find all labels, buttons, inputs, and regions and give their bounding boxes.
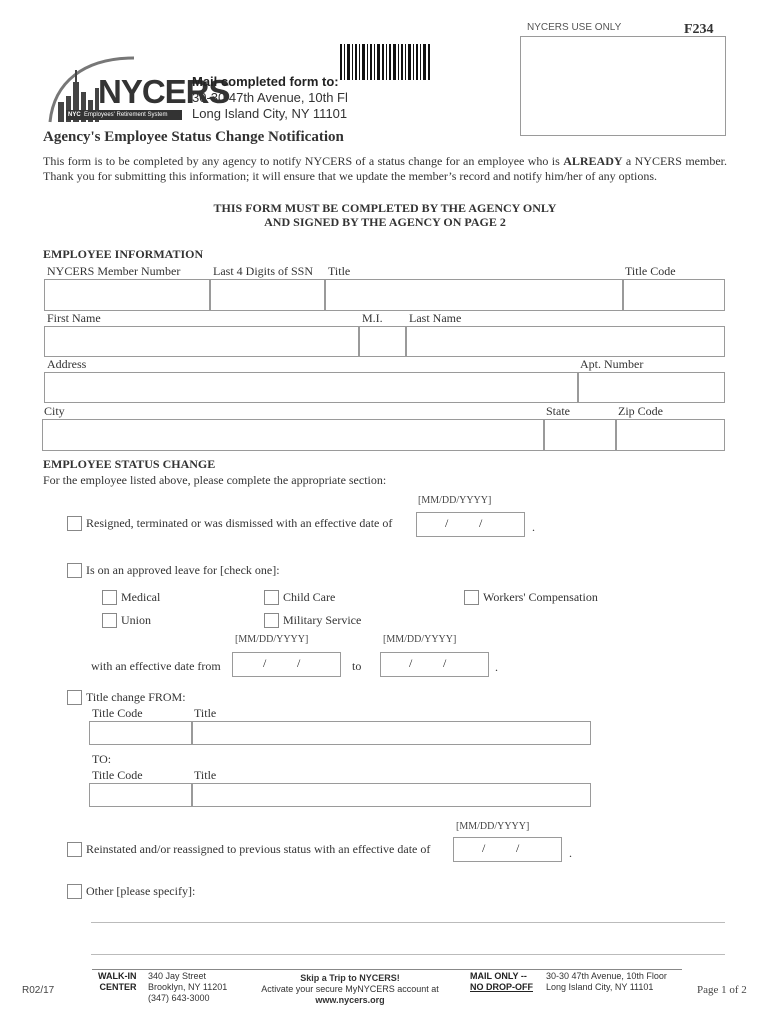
status-change-instruction: For the employee listed above, please complete the appropriate section:	[43, 473, 387, 487]
nycers-use-only-box	[520, 36, 726, 136]
leave-checkbox[interactable]	[67, 563, 82, 578]
reinstated-date-format: [MM/DD/YYYY]	[456, 821, 530, 832]
member-number-label: NYCERS Member Number	[47, 264, 181, 278]
city-field[interactable]	[42, 419, 544, 451]
to-title-field[interactable]	[192, 783, 591, 807]
mail-address-line1: 30-30 47th Avenue, 10th Fl	[192, 90, 348, 105]
page-number: Page 1 of 2	[697, 984, 747, 996]
logo-nyc: NYC	[68, 112, 81, 118]
resigned-date-format: [MM/DD/YYYY]	[418, 495, 492, 506]
from-title-field[interactable]	[192, 721, 591, 745]
form-code: F234	[684, 22, 714, 37]
form-title: Agency's Employee Status Change Notification	[43, 129, 344, 145]
title-change-from-label: Title change FROM:	[86, 690, 186, 704]
status-change-heading: EMPLOYEE STATUS CHANGE	[43, 457, 216, 471]
member-number-field[interactable]	[44, 279, 210, 311]
from-title-code-field[interactable]	[89, 721, 192, 745]
walkin-address: 340 Jay Street Brooklyn, NY 11201 (347) 643-3000	[148, 971, 228, 1003]
title-field[interactable]	[325, 279, 623, 311]
state-label: State	[546, 404, 570, 418]
use-only-label: NYCERS USE ONLY	[527, 22, 622, 33]
logo-wordmark: NYCERS	[98, 73, 230, 110]
state-field[interactable]	[544, 419, 616, 451]
leave-label: Is on an approved leave for [check one]:	[86, 563, 280, 577]
union-label: Union	[121, 613, 151, 627]
other-specify-line-1[interactable]	[91, 922, 725, 923]
ssn-label: Last 4 Digits of SSN	[213, 264, 314, 278]
effective-from-label: with an effective date from	[91, 659, 221, 673]
workers-comp-label: Workers' Compensation	[483, 590, 598, 604]
agency-notice: THIS FORM MUST BE COMPLETED BY THE AGENCY ONLY AND SIGNED BY THE AGENCY ON PAGE 2	[213, 201, 557, 229]
title-code-field[interactable]	[623, 279, 725, 311]
military-label: Military Service	[283, 613, 362, 627]
resigned-label: Resigned, terminated or was dismissed with an effective date of	[86, 516, 393, 530]
to-label: to	[352, 659, 362, 673]
mail-address-line2: Long Island City, NY 11101	[192, 106, 348, 121]
child-care-label: Child Care	[283, 590, 336, 604]
other-specify-line-2[interactable]	[91, 954, 725, 955]
mi-label: M.I.	[362, 311, 383, 325]
address-field[interactable]	[44, 372, 578, 403]
first-name-field[interactable]	[44, 326, 359, 357]
city-label: City	[44, 404, 65, 418]
last-name-label: Last Name	[409, 311, 462, 325]
apt-number-field[interactable]	[578, 372, 725, 403]
military-checkbox[interactable]	[264, 613, 279, 628]
walkin-label: WALK-IN CENTER	[98, 971, 137, 992]
title-change-checkbox[interactable]	[67, 690, 82, 705]
address-label: Address	[47, 357, 87, 371]
resigned-date-field[interactable]: / /	[416, 512, 525, 537]
zip-code-label: Zip Code	[618, 404, 663, 418]
mynycers-promo: Skip a Trip to NYCERS! Activate your secure MyNYCERS account at www.nycers.org	[245, 973, 455, 1006]
other-label: Other [please specify]:	[86, 884, 196, 898]
reinstated-label: Reinstated and/or reassigned to previous status with an effective date of	[86, 842, 431, 856]
reinstated-checkbox[interactable]	[67, 842, 82, 857]
to-title-code-label: Title Code	[92, 768, 143, 782]
medical-checkbox[interactable]	[102, 590, 117, 605]
leave-from-date-format: [MM/DD/YYYY]	[235, 634, 309, 645]
last-name-field[interactable]	[406, 326, 725, 357]
to-title-label: Title	[194, 768, 217, 782]
leave-from-date-field[interactable]: / /	[232, 652, 341, 677]
revision-code: R02/17	[22, 985, 55, 996]
mail-heading: Mail completed form to:	[192, 74, 339, 89]
employee-info-heading: EMPLOYEE INFORMATION	[43, 247, 204, 261]
title-label: Title	[328, 264, 351, 278]
ssn-field[interactable]	[210, 279, 325, 311]
workers-comp-checkbox[interactable]	[464, 590, 479, 605]
leave-to-date-format: [MM/DD/YYYY]	[383, 634, 457, 645]
first-name-label: First Name	[47, 311, 101, 325]
other-checkbox[interactable]	[67, 884, 82, 899]
resigned-checkbox[interactable]	[67, 516, 82, 531]
nycers-logo	[44, 52, 230, 128]
to-title-code-field[interactable]	[89, 783, 192, 807]
from-title-code-label: Title Code	[92, 706, 143, 720]
union-checkbox[interactable]	[102, 613, 117, 628]
mail-only-notice: MAIL ONLY -- NO DROP-OFF	[470, 971, 533, 992]
to-title-heading: TO:	[92, 752, 112, 766]
mi-field[interactable]	[359, 326, 406, 357]
apt-number-label: Apt. Number	[580, 357, 644, 371]
intro-paragraph: This form is to be completed by any agency to notify NYCERS of a status change for an employee who is ALREADY a NYCERS member. Thank you for submitting this information; it will ensure that we update the member’s record and notify him/her of any options.	[43, 154, 727, 183]
title-code-label: Title Code	[625, 264, 676, 278]
mail-only-address: 30-30 47th Avenue, 10th Floor Long Island City, NY 11101	[546, 971, 667, 992]
leave-to-date-field[interactable]: / /	[380, 652, 489, 677]
medical-label: Medical	[121, 590, 161, 604]
zip-code-field[interactable]	[616, 419, 725, 451]
child-care-checkbox[interactable]	[264, 590, 279, 605]
barcode	[340, 44, 432, 80]
logo-subtitle: Employees' Retirement System	[84, 112, 168, 118]
from-title-label: Title	[194, 706, 217, 720]
reinstated-date-field[interactable]: / /	[453, 837, 562, 862]
nycers-website-link[interactable]: www.nycers.org	[315, 995, 385, 1005]
